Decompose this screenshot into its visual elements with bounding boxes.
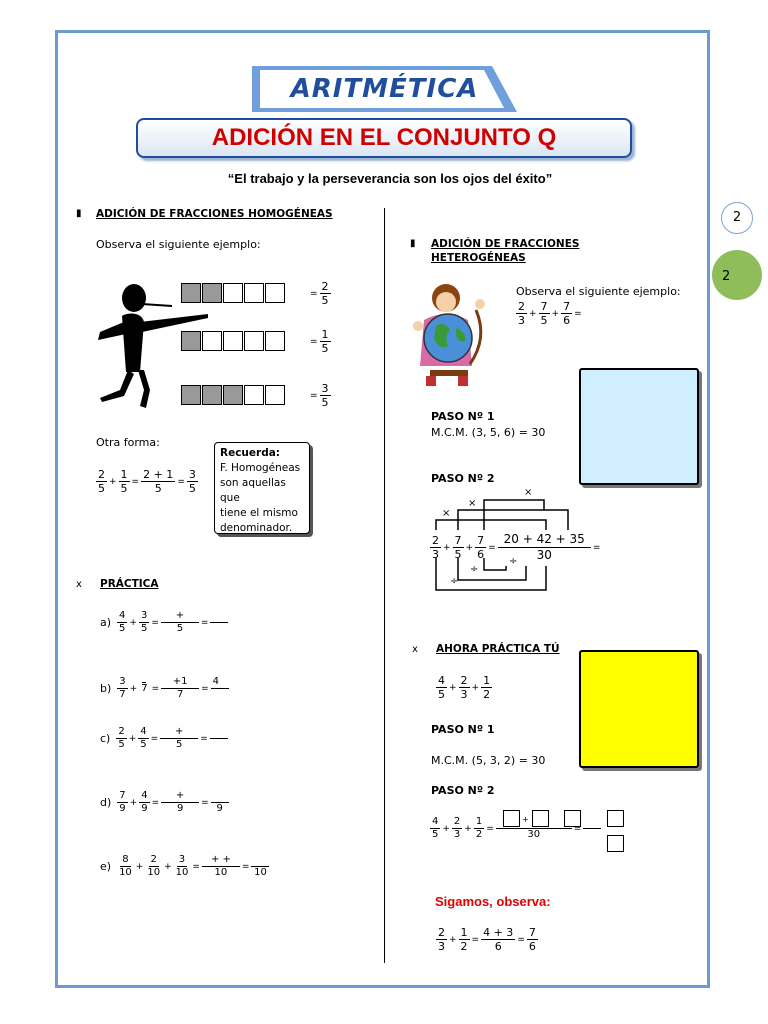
column-divider <box>384 208 385 963</box>
practice-bullet: x <box>76 579 82 590</box>
times-symbol: × <box>442 508 451 519</box>
remember-note <box>214 442 310 534</box>
follow-equation: $\frac{2}{3}$ + $\frac{1}{2}$ = $\frac{4 + 3}{6}$ = $\frac{7}{6}$ <box>438 926 536 953</box>
other-form-label: Otra forma: <box>96 436 160 449</box>
step2b-equation: $\frac{4}{5}$ + $\frac{2}{3}$ + $\frac{1}{2}$ = 30 = <box>430 816 601 841</box>
plus-symbol: + <box>522 815 529 824</box>
follow-text: Sigamos, observa: <box>435 894 551 909</box>
bar-cell <box>202 283 222 303</box>
exercise-row: b) $\frac{3}{7}$ + 7 = $\frac{+1}{7}$ = 4 <box>100 676 229 701</box>
section-bullet: ▮ <box>410 238 416 249</box>
girl-globe-icon <box>404 280 492 390</box>
section-title-heterogeneas: ADICIÓN DE FRACCIONES <box>431 238 580 250</box>
bar-fraction: = $\frac{3}{5}$ <box>310 382 329 409</box>
quote: “El trabajo y la perseverancia son los ojos del éxito” <box>227 171 553 186</box>
now-example: $\frac{4}{5}$ + $\frac{2}{3}$ + $\frac{1}{2}$ <box>438 674 491 701</box>
bar-cell <box>265 283 285 303</box>
bar-cell <box>265 385 285 405</box>
blue-note <box>579 368 699 485</box>
intro-text-right: Observa el siguiente ejemplo: <box>516 285 681 298</box>
exercise-label: d) <box>100 796 112 809</box>
bar-fraction: = $\frac{1}{5}$ <box>310 328 329 355</box>
yellow-note <box>579 650 699 768</box>
note-line: son aquellas que <box>220 477 286 504</box>
bar-cell <box>202 331 222 351</box>
answer-box[interactable] <box>503 810 520 827</box>
other-form-equation: $\frac{2}{5}$ + $\frac{1}{5}$ = $\frac{2 + 1}{5}$ = $\frac{3}{5}$ <box>98 468 196 495</box>
bar-cell <box>181 331 201 351</box>
answer-box[interactable] <box>564 810 581 827</box>
note-line: tiene el mismo <box>220 507 298 519</box>
bar-cell <box>244 385 264 405</box>
intro-text: Observa el siguiente ejemplo: <box>96 238 261 251</box>
divide-symbol: ÷ <box>509 556 518 567</box>
page-number-badge: 2 <box>712 250 762 300</box>
answer-box[interactable] <box>607 835 624 852</box>
step2-equation: $\frac{2}{3}$ + $\frac{7}{5}$ + $\frac{7}{6}$ = $\frac{20 + 42 + 35}{30}$ = <box>432 532 601 562</box>
hetero-example: $\frac{2}{3}$ + $\frac{7}{5}$ + $\frac{7}{6}$ = <box>518 300 582 327</box>
section-bullet: ▮ <box>76 208 82 219</box>
note-line: denominador. <box>220 522 293 534</box>
exercise-label: e) <box>100 860 112 873</box>
section-title-heterogeneas-2: HETEROGÉNEAS <box>431 252 526 264</box>
divide-symbol: ÷ <box>470 564 479 575</box>
practice-now-bullet: x <box>412 644 418 655</box>
exercise-label: a) <box>100 616 112 629</box>
answer-box[interactable] <box>607 810 624 827</box>
times-symbol: × <box>524 487 533 498</box>
step2-label: PASO Nº 2 <box>431 472 495 485</box>
times-symbol: × <box>468 498 477 509</box>
bar-cell <box>265 331 285 351</box>
exercise-row: c) $\frac{2}{5}$ + $\frac{4}{5}$ = $\frac{+}{5}$ = <box>100 726 228 751</box>
bar-cell <box>223 283 243 303</box>
exercise-row: a) $\frac{4}{5}$ + $\frac{3}{5}$ = $\frac{+}{5}$ = <box>100 610 228 635</box>
bar-cell <box>244 331 264 351</box>
section-title-homogeneas: ADICIÓN DE FRACCIONES HOMOGÉNEAS <box>96 208 333 220</box>
practice-title: PRÁCTICA <box>100 578 159 590</box>
step2b-label: PASO Nº 2 <box>431 784 495 797</box>
bar-cell <box>223 331 243 351</box>
title-box <box>136 118 632 158</box>
exercise-label: c) <box>100 732 111 745</box>
bar-fraction: = $\frac{2}{5}$ <box>310 280 329 307</box>
page-number-circle: 2 <box>721 202 753 234</box>
banner-text: ARITMÉTICA <box>290 74 479 104</box>
bar-cell <box>223 385 243 405</box>
divide-symbol: ÷ <box>450 576 459 587</box>
exercise-row: e) $\frac{8}{10}$ + $\frac{2}{10}$ + $\frac{3}{10}$ = $\frac{+ +}{10}$ = 10 <box>100 854 269 879</box>
bar-cell <box>202 385 222 405</box>
step1b-label: PASO Nº 1 <box>431 723 495 736</box>
step1b-text: M.C.M. (5, 3, 2) = 30 <box>431 754 546 767</box>
step1-label: PASO Nº 1 <box>431 410 495 423</box>
bar-cell <box>181 283 201 303</box>
exercise-row: d) $\frac{7}{9}$ + $\frac{4}{9}$ = $\frac{+}{9}$ = 9 <box>100 790 229 815</box>
note-line: F. Homogéneas <box>220 462 301 474</box>
practice-now-title: AHORA PRÁCTICA TÚ <box>436 643 560 655</box>
note-title: Recuerda: <box>220 447 281 459</box>
answer-box[interactable] <box>532 810 549 827</box>
exercise-label: b) <box>100 682 112 695</box>
bar-cell <box>244 283 264 303</box>
step1-text: M.C.M. (3, 5, 6) = 30 <box>431 426 546 439</box>
bar-cell <box>181 385 201 405</box>
aritmetica-banner <box>252 64 517 114</box>
page-title: ADICIÓN EN EL CONJUNTO Q <box>211 124 557 151</box>
